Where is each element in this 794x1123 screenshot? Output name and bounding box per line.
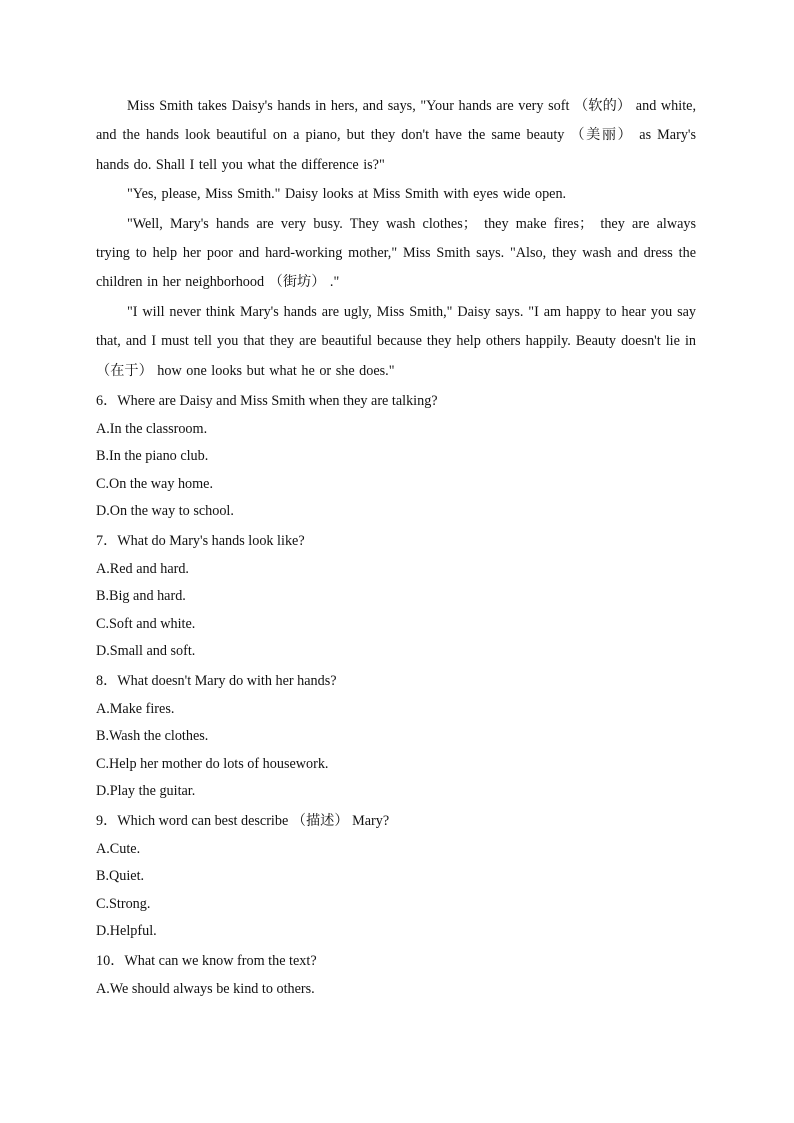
question-text: 7．What do Mary's hands look like?: [96, 533, 305, 550]
document-content: [96, 92, 696, 1003]
option-c: C.Soft and white.: [96, 615, 196, 632]
option-b: B.Wash the clothes.: [96, 728, 209, 745]
option-d: D.On the way to school.: [96, 503, 234, 520]
reading-passage: [96, 92, 696, 386]
passage-paragraph: "Well, Mary's hands are very busy. They wash clothes； they make fires； they are always trying to help her poor and hard-working mother," Miss Smith says. "Also, they wash and dress the children in her neighborhood （街坊） .": [96, 215, 696, 291]
option-a: A.Make fires.: [96, 700, 175, 717]
option-d: D.Helpful.: [96, 923, 157, 940]
option-c: C.Help her mother do lots of housework.: [96, 755, 329, 772]
question-text: 6．Where are Daisy and Miss Smith when they are talking?: [96, 393, 438, 410]
option-b: B.Big and hard.: [96, 588, 186, 605]
passage-paragraph: "I will never think Mary's hands are ugly, Miss Smith," Daisy says. "I am happy to hear you say that, and I must tell you that they are beautiful because they help others happily. Beauty doesn't lie in （在于） how one looks but what he or she does.": [96, 303, 696, 379]
option-d: D.Small and soft.: [96, 643, 196, 660]
option-c: C.Strong.: [96, 895, 151, 912]
option-a: A.We should always be kind to others.: [96, 980, 315, 997]
option-c: C.On the way home.: [96, 475, 214, 492]
question-7: [96, 527, 696, 666]
question-10: [96, 947, 696, 1003]
option-d: D.Play the guitar.: [96, 783, 196, 800]
passage-paragraph: "Yes, please, Miss Smith." Daisy looks at Miss Smith with eyes wide open.: [127, 186, 567, 203]
option-a: A.Cute.: [96, 840, 141, 857]
option-b: B.In the piano club.: [96, 448, 209, 465]
question-text: 8．What doesn't Mary do with her hands?: [96, 673, 337, 689]
question-9: [96, 807, 696, 946]
option-b: B.Quiet.: [96, 868, 145, 885]
question-6: [96, 387, 696, 526]
option-a: A.Red and hard.: [96, 560, 189, 577]
question-8: [96, 667, 696, 806]
option-a: A.In the classroom.: [96, 420, 208, 437]
question-text: 9．Which word can best describe （描述） Mary?: [96, 812, 390, 829]
question-text: 10．What can we know from the text?: [96, 952, 317, 969]
passage-paragraph: Miss Smith takes Daisy's hands in hers, and says, "Your hands are very soft （软的） and white, and the hands look beautiful on a piano, but they don't have the same beauty （美丽） as Mary's hands do. Shall I tell you what the difference is?": [96, 98, 696, 173]
